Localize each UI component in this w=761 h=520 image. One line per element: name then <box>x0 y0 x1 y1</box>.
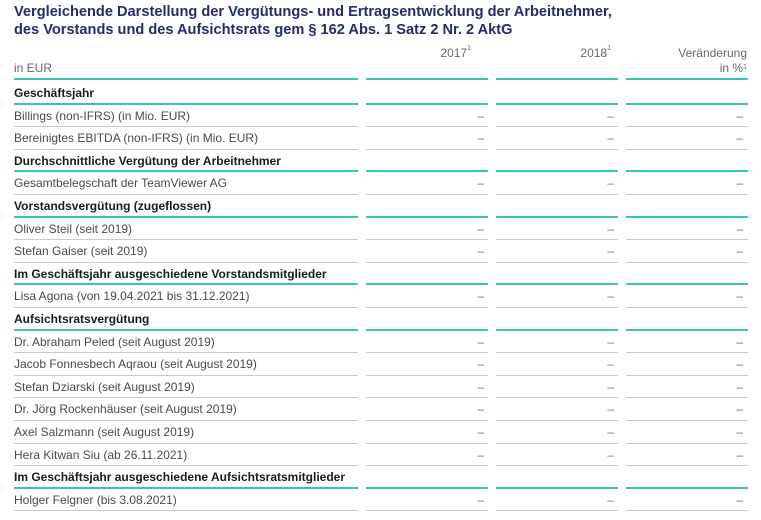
section-label: Vorstandsvergütung (zugeflossen) <box>14 198 212 213</box>
column-header-2017-label: 2017 <box>440 46 468 60</box>
row-label: Stefan Gaiser (seit 2019) <box>14 244 148 259</box>
value-2017: – <box>477 108 484 123</box>
section-header-row <box>0 82 761 105</box>
row-label: Lisa Agona (von 19.04.2021 bis 31.12.2021) <box>14 289 250 304</box>
section-label: Aufsichtsratsvergütung <box>14 311 150 326</box>
row-label: Hera Kitwan Siu (ab 26.11.2021) <box>14 447 188 462</box>
section-header-row <box>0 150 761 173</box>
table-row <box>0 285 761 308</box>
value-2017: – <box>477 379 484 394</box>
column-header-2018-label: 2018 <box>580 46 608 60</box>
header-rule <box>496 78 618 80</box>
column-header-change-unit: in % <box>719 61 744 75</box>
row-divider <box>14 510 358 511</box>
row-divider <box>496 510 618 511</box>
value-change: – <box>736 492 743 507</box>
value-change: – <box>736 424 743 439</box>
table-row <box>0 105 761 128</box>
value-2018: – <box>607 424 614 439</box>
value-2017: – <box>477 131 484 146</box>
table-row <box>0 489 761 512</box>
table-row <box>0 218 761 241</box>
column-header-change-line-1: Veränderung <box>678 46 747 60</box>
table-row <box>0 444 761 467</box>
value-2018: – <box>607 176 614 191</box>
value-change: – <box>736 357 743 372</box>
row-divider <box>626 510 748 511</box>
value-2017: – <box>477 334 484 349</box>
value-2017: – <box>477 357 484 372</box>
value-2017: – <box>477 447 484 462</box>
value-2018: – <box>607 108 614 123</box>
value-change: – <box>736 447 743 462</box>
value-2018: – <box>607 402 614 417</box>
table-row <box>0 398 761 421</box>
row-label: Jacob Fonnesbech Aqraou (seit August 2019) <box>14 357 257 372</box>
table-row <box>0 421 761 444</box>
value-2017: – <box>477 492 484 507</box>
section-header-row <box>0 466 761 489</box>
section-label: Geschäftsjahr <box>14 86 95 100</box>
value-2017: – <box>477 221 484 236</box>
header-rule <box>366 78 488 80</box>
table-title-line-1: Vergleichende Darstellung der Vergütungs- und Ertragsentwicklung der Arbeitnehmer, <box>14 4 612 20</box>
row-label: Oliver Steil (seit 2019) <box>14 221 133 236</box>
section-header-row <box>0 263 761 286</box>
row-label: Billings (non-IFRS) (in Mio. EUR) <box>14 108 191 123</box>
footnote-marker: 1 <box>467 45 471 52</box>
row-label: Bereinigtes EBITDA (non-IFRS) (in Mio. EUR) <box>14 131 259 146</box>
column-header-2018 <box>580 46 611 60</box>
row-label: Stefan Dziarski (seit August 2019) <box>14 379 195 394</box>
value-change: – <box>736 244 743 259</box>
value-2017: – <box>477 244 484 259</box>
footnote-marker: 1 <box>607 45 611 52</box>
header-rule <box>626 78 748 80</box>
row-label: Holger Felgner (bis 3.08.2021) <box>14 492 177 507</box>
table-title-line-2: des Vorstands und des Aufsichtsrats gem § 162 Abs. 1 Satz 2 Nr. 2 AktG <box>14 22 513 38</box>
value-2018: – <box>607 357 614 372</box>
value-change: – <box>736 221 743 236</box>
section-label: Durchschnittliche Vergütung der Arbeitnehmer <box>14 153 281 168</box>
value-change: – <box>736 334 743 349</box>
value-change: – <box>736 402 743 417</box>
value-change: – <box>736 176 743 191</box>
section-header-row <box>0 308 761 331</box>
value-2017: – <box>477 424 484 439</box>
section-header-row <box>0 195 761 218</box>
table-title <box>14 3 754 39</box>
row-label: Gesamtbelegschaft der TeamViewer AG <box>14 176 227 191</box>
value-2018: – <box>607 334 614 349</box>
footnote-marker: 1 <box>743 64 747 71</box>
value-2018: – <box>607 379 614 394</box>
value-change: – <box>736 289 743 304</box>
table-row <box>0 353 761 376</box>
table-row <box>0 172 761 195</box>
section-label: Im Geschäftsjahr ausgeschiedene Vorstandsmitglieder <box>14 266 327 281</box>
section-label: Im Geschäftsjahr ausgeschiedene Aufsichtsratsmitglieder <box>14 470 346 485</box>
value-change: – <box>736 131 743 146</box>
column-header-change <box>678 46 747 76</box>
row-label: Dr. Abraham Peled (seit August 2019) <box>14 334 215 349</box>
value-2018: – <box>607 492 614 507</box>
value-2017: – <box>477 402 484 417</box>
table-row <box>0 331 761 354</box>
value-2018: – <box>607 289 614 304</box>
value-change: – <box>736 379 743 394</box>
value-2018: – <box>607 221 614 236</box>
value-2018: – <box>607 447 614 462</box>
table-row <box>0 240 761 263</box>
column-header-2017 <box>440 46 471 60</box>
value-2017: – <box>477 289 484 304</box>
value-2018: – <box>607 131 614 146</box>
header-rule <box>14 78 358 80</box>
row-label: Axel Salzmann (seit August 2019) <box>14 424 195 439</box>
table-body <box>0 82 761 511</box>
value-2018: – <box>607 244 614 259</box>
row-divider <box>366 510 488 511</box>
value-2017: – <box>477 176 484 191</box>
column-header-change-line-2 <box>678 61 747 76</box>
value-change: – <box>736 108 743 123</box>
row-label: Dr. Jörg Rockenhäuser (seit August 2019) <box>14 402 237 417</box>
unit-header: in EUR <box>14 61 53 75</box>
table-row <box>0 376 761 399</box>
table-row <box>0 127 761 150</box>
